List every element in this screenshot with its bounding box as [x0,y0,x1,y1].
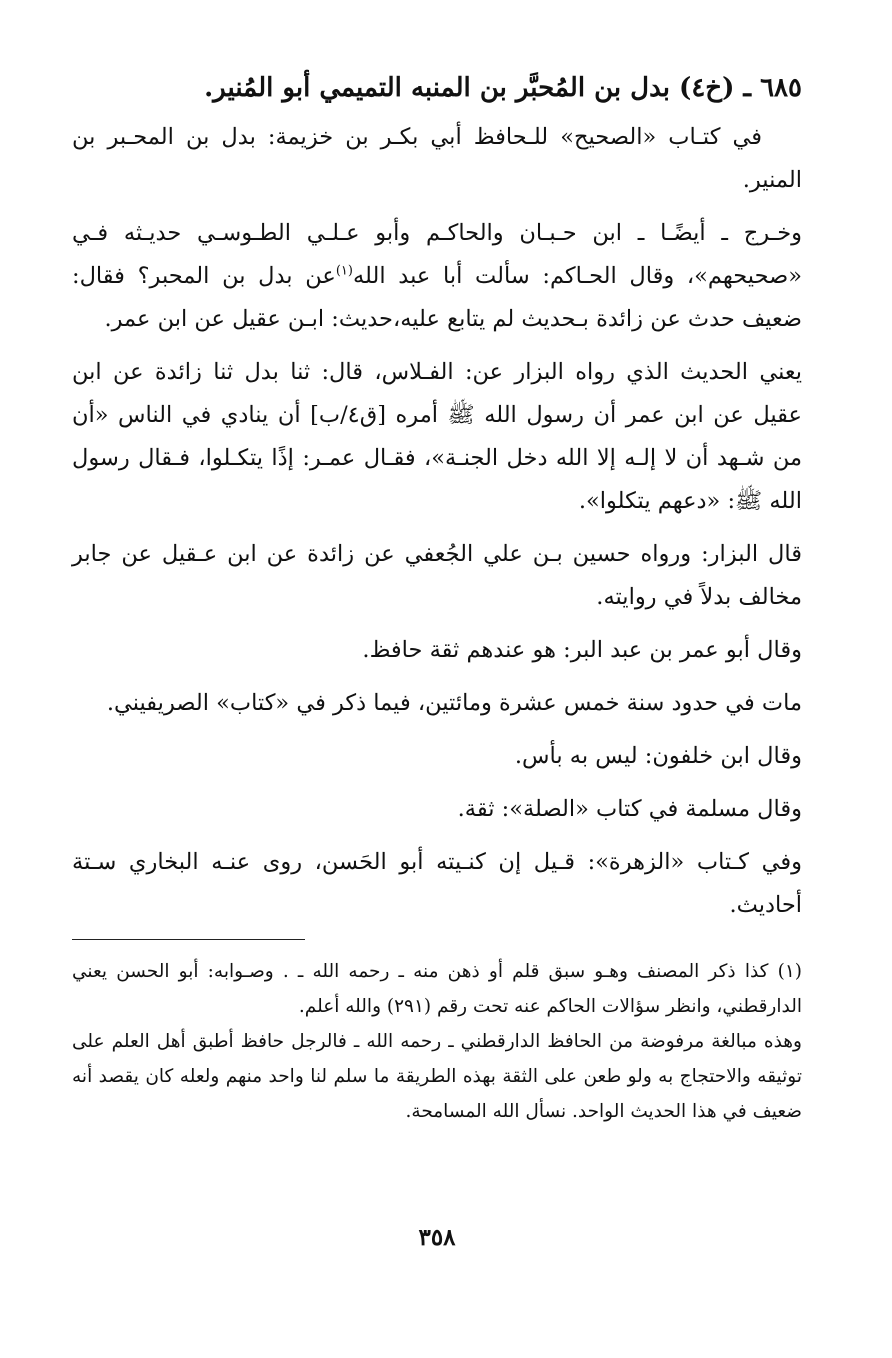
paragraph-8: وقال مسلمة في كتاب «الصلة»: ثقة. [457,796,802,822]
footnote-divider [72,939,305,940]
paragraph-2-text-b: عن بدل بن المحبر؟ فقال: ضعيف حدث عن زائدة بـحديث لم يتابع عليه،حديث: ابـن عقيل عن ابن عمر. [72,263,802,332]
footnote-1-continuation: وهذه مبالغة مرفوضة من الحافظ الدارقطني ـ رحمه الله ـ فالرجل حافظ أطبق أهل العلم على توثيقه والاحتجاج به ولو طعن على الثقة بهذه الطريقة ما سلم لنا واحد منهم ولعله كان يقصد أنه ضعيف في هذا الحديث الواحد. نسأل الله المسامحة. [72,1031,802,1122]
paragraph-3: يعني الحديث الذي رواه البزار عن: الفـلاس، قال: ثنا بدل ثنا زائدة عن ابن عقيل عن ابن عمر أن رسول الله ﷺ أمره [ق٤/ب] أن ينادي في الناس «أن من شـهد أن لا إلـه إلا الله دخل الجنـة»، فقـال عمـر: إذًا يتكـلوا، فـقال رسول الله ﷺ: «دعهم يتكلوا». [72,359,802,514]
book-page [72,66,802,1306]
footnotes [72,939,802,1129]
paragraph-1: في كتـاب «الصحيح» للـحافظ أبي بكـر بن خزيمة: بدل بن المحـبر بن المنير. [72,124,802,193]
paragraph-5: وقال أبو عمر بن عبد البر: هو عندهم ثقة حافظ. [362,637,802,663]
paragraph-9: وفي كـتاب «الزهرة»: قـيل إن كنـيته أبو الحَسن، روى عنـه البخاري سـتة أحاديث. [72,849,802,918]
paragraph-2-text-a: وخـرج ـ أيضًـا ـ ابن حـبـان والحاكـم وأبو عـلـي الطـوسـي حديـثه فـي «صحيحهم»، وقال الحـاكم: سألت أبا عبد الله [72,220,802,289]
paragraph-7: وقال ابن خلفون: ليس به بأس. [514,743,802,769]
page-number: ٣٥٨ [418,1224,456,1251]
entry-title: ٦٨٥ ـ (خ٤) بدل بن المُحبَّر بن المنبه التميمي أبو المُنير. [204,73,802,103]
footnote-1: (١) كذا ذكر المصنف وهـو سبق قلم أو ذهن منه ـ رحمه الله ـ . وصـوابه: أبو الحسن يعني الدارقطني، وانظر سؤالات الحاكم عنه تحت رقم (٢٩١) والله أعلم. [72,961,802,1017]
paragraph-2 [72,212,802,341]
paragraph-6: مات في حدود سنة خمس عشرة ومائتين، فيما ذكر في «كتاب» الصريفيني. [106,690,802,716]
footnote-marker: (١) [335,263,353,279]
paragraph-4: قال البزار: ورواه حسين بـن علي الجُعفي عن زائدة عن ابن عـقيل عن جابر مخالف بدلاً في روايته. [72,541,802,610]
